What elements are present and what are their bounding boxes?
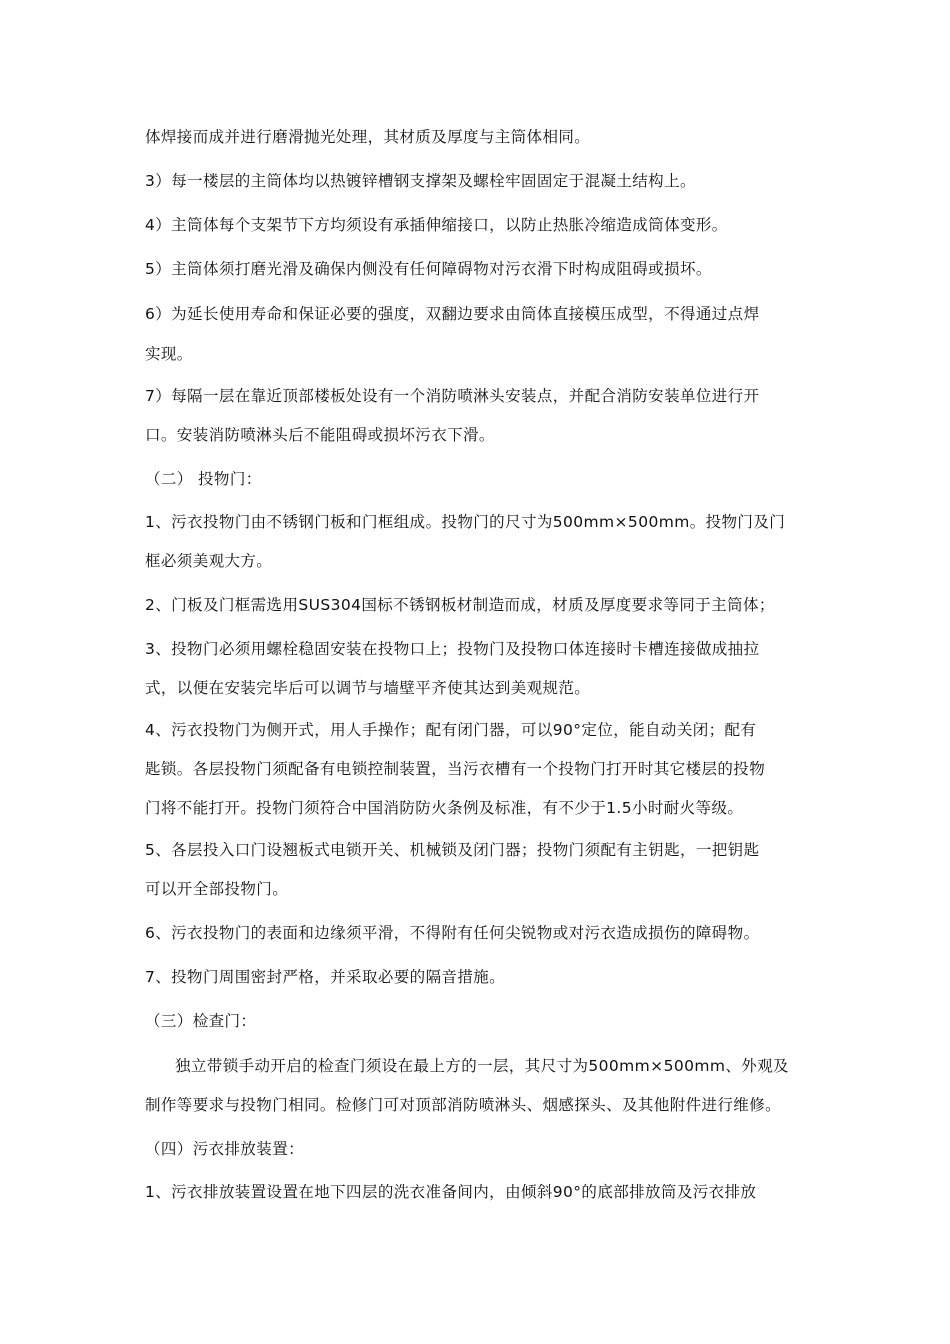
text-line: 实现。: [145, 345, 193, 363]
text-line: 6）为延长使用寿命和保证必要的强度，双翻边要求由筒体直接模压成型，不得通过点焊: [145, 305, 760, 323]
text-line: 可以开全部投物门。: [145, 880, 289, 898]
text-line: 门将不能打开。投物门须符合中国消防防火条例及标准，有不少于1.5小时耐火等级。: [145, 799, 744, 817]
text-line: 5、各层投入口门设翘板式电锁开关、机械锁及闭门器；投物门须配有主钥匙，一把钥匙: [145, 841, 760, 859]
text-line: 2、门板及门框需选用SUS304国标不锈钢板材制造而成，材质及厚度要求等同于主筒体；: [145, 596, 775, 614]
text-line: 7）每隔一层在靠近顶部楼板处设有一个消防喷淋头安装点，并配合消防安装单位进行开: [145, 387, 760, 405]
text-line: 1、污衣投物门由不锈钢门板和门框组成。投物门的尺寸为500mm×500mm。投物门及门: [145, 513, 786, 531]
section-heading: （二） 投物门：: [145, 470, 262, 488]
text-line: 体焊接而成并进行磨滑抛光处理，其材质及厚度与主筒体相同。: [145, 128, 591, 146]
text-line: 7、投物门周围密封严格，并采取必要的隔音措施。: [145, 968, 506, 986]
section-heading: （四）污衣排放装置：: [145, 1140, 305, 1158]
text-line: 3）每一楼层的主筒体均以热镀锌槽钢支撑架及螺栓牢固固定于混凝土结构上。: [145, 172, 696, 190]
text-line: 4）主筒体每个支架节下方均须设有承插伸缩接口，以防止热胀冷缩造成筒体变形。: [145, 216, 728, 234]
section-heading: （三）检查门：: [145, 1012, 257, 1030]
text-line: 制作等要求与投物门相同。检修门可对顶部消防喷淋头、烟感探头、及其他附件进行维修。: [145, 1096, 782, 1114]
text-line: 3、投物门必须用螺栓稳固安装在投物口上；投物门及投物口体连接时卡槽连接做成抽拉: [145, 640, 760, 658]
text-line: 1、污衣排放装置设置在地下四层的洗衣准备间内，由倾斜90°的底部排放筒及污衣排放: [145, 1183, 757, 1201]
text-line: 式，以便在安装完毕后可以调节与墙壁平齐使其达到美观规范。: [145, 679, 591, 697]
text-line: 匙锁。各层投物门须配备有电锁控制装置，当污衣槽有一个投物门打开时其它楼层的投物: [145, 760, 766, 778]
text-line: 4、污衣投物门为侧开式，用人手操作；配有闭门器，可以90°定位，能自动关闭；配有: [145, 721, 757, 739]
text-line: 独立带锁手动开启的检查门须设在最上方的一层，其尺寸为500mm×500mm、外观及: [175, 1057, 789, 1075]
text-line: 框必须美观大方。: [145, 552, 273, 570]
text-line: 5）主筒体须打磨光滑及确保内侧没有任何障碍物对污衣滑下时构成阻碍或损坏。: [145, 260, 712, 278]
text-line: 6、污衣投物门的表面和边缘须平滑，不得附有任何尖锐物或对污衣造成损伤的障碍物。: [145, 924, 760, 942]
text-line: 口。安装消防喷淋头后不能阻碍或损坏污衣下滑。: [145, 426, 495, 444]
